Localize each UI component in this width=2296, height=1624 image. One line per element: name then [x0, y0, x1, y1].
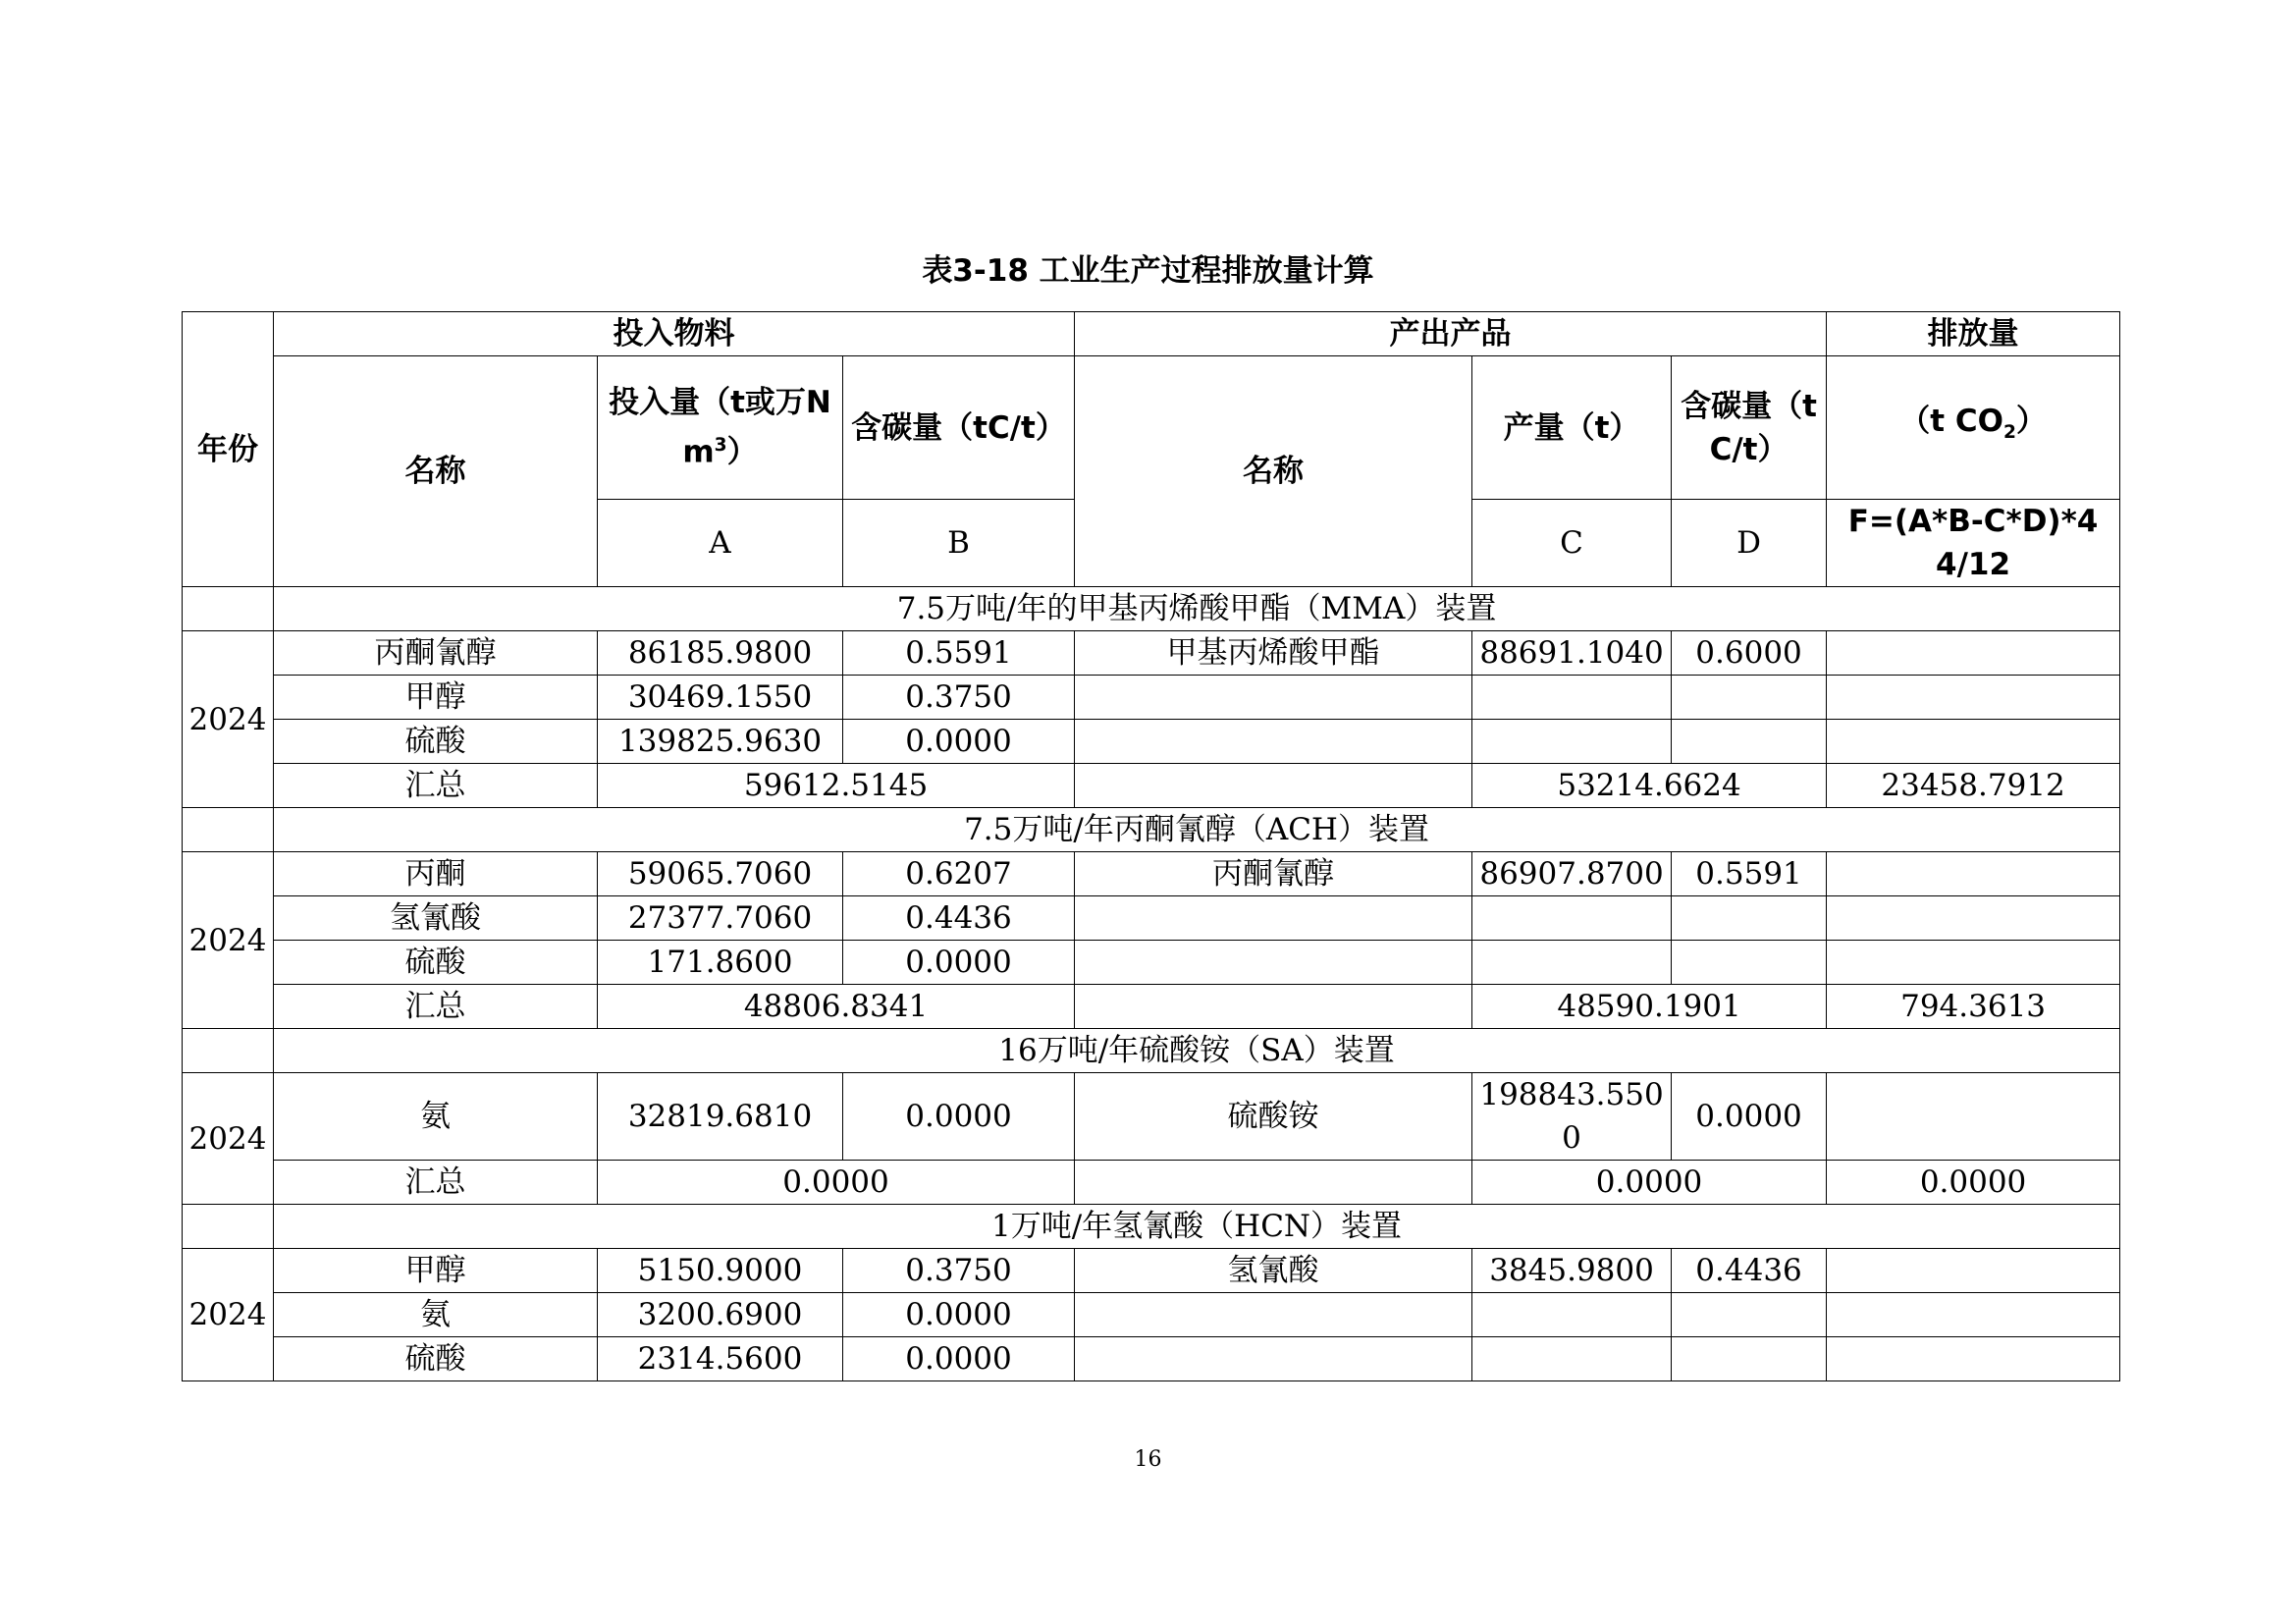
- header-col-d: D: [1672, 500, 1827, 587]
- input-carbon: 0.3750: [843, 1249, 1075, 1293]
- table-row: [183, 720, 2120, 764]
- year-cell: 2024: [183, 852, 274, 1029]
- header-input-group: 投入物料: [274, 312, 1075, 356]
- output-amount: [1472, 1293, 1672, 1337]
- output-carbon: [1672, 676, 1827, 720]
- output-carbon: [1672, 941, 1827, 985]
- total-row: [183, 764, 2120, 808]
- input-name: 硫酸: [274, 720, 598, 764]
- header-input-carbon: 含碳量（tC/t）: [843, 356, 1075, 500]
- output-name: 甲基丙烯酸甲酯: [1075, 631, 1472, 676]
- total-output: 0.0000: [1472, 1161, 1827, 1205]
- input-amount: 27377.7060: [598, 896, 843, 941]
- total-emission: 794.3613: [1827, 985, 2120, 1029]
- table-row: [183, 896, 2120, 941]
- total-input: 0.0000: [598, 1161, 1075, 1205]
- output-amount: 88691.1040: [1472, 631, 1672, 676]
- total-label: 汇总: [274, 764, 598, 808]
- input-carbon: 0.5591: [843, 631, 1075, 676]
- output-name: 氢氰酸: [1075, 1249, 1472, 1293]
- output-amount: 198843.5500: [1472, 1073, 1672, 1161]
- output-amount: [1472, 896, 1672, 941]
- output-name: [1075, 1337, 1472, 1381]
- header-formula: F=(A*B-C*D)*44/12: [1827, 500, 2120, 587]
- emission-value: [1827, 1337, 2120, 1381]
- section-year-blank: [183, 1205, 274, 1249]
- output-amount: [1472, 676, 1672, 720]
- input-name: 甲醇: [274, 1249, 598, 1293]
- output-carbon: [1672, 896, 1827, 941]
- total-label: 汇总: [274, 1161, 598, 1205]
- input-carbon: 0.0000: [843, 1337, 1075, 1381]
- input-amount: 171.8600: [598, 941, 843, 985]
- section-title: 7.5万吨/年的甲基丙烯酸甲酯（MMA）装置: [274, 587, 2120, 631]
- header-output-carbon: 含碳量（tC/t）: [1672, 356, 1827, 500]
- output-name: [1075, 1293, 1472, 1337]
- table-row: [183, 1293, 2120, 1337]
- input-carbon: 0.3750: [843, 676, 1075, 720]
- output-amount: [1472, 720, 1672, 764]
- total-input: 48806.8341: [598, 985, 1075, 1029]
- output-name: 丙酮氰醇: [1075, 852, 1472, 896]
- input-amount: 2314.5600: [598, 1337, 843, 1381]
- table-row: [183, 631, 2120, 676]
- emission-value: [1827, 1293, 2120, 1337]
- total-output-name: [1075, 764, 1472, 808]
- total-row: [183, 985, 2120, 1029]
- table-row: [183, 1249, 2120, 1293]
- input-name: 丙酮: [274, 852, 598, 896]
- input-carbon: 0.0000: [843, 1073, 1075, 1161]
- input-amount: 32819.6810: [598, 1073, 843, 1161]
- output-amount: [1472, 1337, 1672, 1381]
- section-title: 16万吨/年硫酸铵（SA）装置: [274, 1029, 2120, 1073]
- emission-value: [1827, 1249, 2120, 1293]
- total-input: 59612.5145: [598, 764, 1075, 808]
- output-amount: 3845.9800: [1472, 1249, 1672, 1293]
- output-amount: [1472, 941, 1672, 985]
- input-name: 硫酸: [274, 941, 598, 985]
- header-emission-unit: （t $CO_2$）: [1827, 356, 2120, 500]
- table-title: 表3-18 工业生产过程排放量计算: [922, 253, 1374, 289]
- input-name: 氨: [274, 1073, 598, 1161]
- output-name: 硫酸铵: [1075, 1073, 1472, 1161]
- total-emission: 23458.7912: [1827, 764, 2120, 808]
- header-output-group: 产出产品: [1075, 312, 1827, 356]
- input-name: 硫酸: [274, 1337, 598, 1381]
- output-carbon: [1672, 1337, 1827, 1381]
- total-output: 53214.6624: [1472, 764, 1827, 808]
- section-title: 7.5万吨/年丙酮氰醇（ACH）装置: [274, 808, 2120, 852]
- input-carbon: 0.0000: [843, 1293, 1075, 1337]
- total-output-name: [1075, 1161, 1472, 1205]
- output-name: [1075, 720, 1472, 764]
- input-name: 氨: [274, 1293, 598, 1337]
- input-carbon: 0.6207: [843, 852, 1075, 896]
- section-title: 1万吨/年氢氰酸（HCN）装置: [274, 1205, 2120, 1249]
- input-amount: 30469.1550: [598, 676, 843, 720]
- emission-value: [1827, 1073, 2120, 1161]
- output-carbon: 0.5591: [1672, 852, 1827, 896]
- emission-value: [1827, 941, 2120, 985]
- output-name: [1075, 896, 1472, 941]
- input-amount: 59065.7060: [598, 852, 843, 896]
- input-amount: 139825.9630: [598, 720, 843, 764]
- output-carbon: [1672, 1293, 1827, 1337]
- year-cell: 2024: [183, 631, 274, 808]
- section-year-blank: [183, 808, 274, 852]
- total-output-name: [1075, 985, 1472, 1029]
- header-col-b: B: [843, 500, 1075, 587]
- input-carbon: 0.0000: [843, 720, 1075, 764]
- section-year-blank: [183, 587, 274, 631]
- input-amount: 5150.9000: [598, 1249, 843, 1293]
- section-title-row: [183, 808, 2120, 852]
- header-col-c: C: [1472, 500, 1672, 587]
- output-carbon: 0.6000: [1672, 631, 1827, 676]
- page-number: 16: [1134, 1447, 1162, 1472]
- emission-value: [1827, 852, 2120, 896]
- input-name: 氢氰酸: [274, 896, 598, 941]
- output-carbon: [1672, 720, 1827, 764]
- total-emission: 0.0000: [1827, 1161, 2120, 1205]
- section-title-row: [183, 1029, 2120, 1073]
- table-row: [183, 676, 2120, 720]
- header-col-a: A: [598, 500, 843, 587]
- header-year: 年份: [183, 312, 274, 587]
- input-amount: 86185.9800: [598, 631, 843, 676]
- input-name: 丙酮氰醇: [274, 631, 598, 676]
- total-label: 汇总: [274, 985, 598, 1029]
- section-title-row: [183, 1205, 2120, 1249]
- header-output-amount: 产量（t）: [1472, 356, 1672, 500]
- header-input-name: 名称: [274, 356, 598, 587]
- output-carbon: 0.0000: [1672, 1073, 1827, 1161]
- table-row: [183, 941, 2120, 985]
- table-row: [183, 1073, 2120, 1161]
- total-row: [183, 1161, 2120, 1205]
- output-name: [1075, 941, 1472, 985]
- input-carbon: 0.4436: [843, 896, 1075, 941]
- emission-value: [1827, 896, 2120, 941]
- year-cell: 2024: [183, 1249, 274, 1381]
- emission-value: [1827, 631, 2120, 676]
- year-cell: 2024: [183, 1073, 274, 1205]
- output-name: [1075, 676, 1472, 720]
- output-carbon: 0.4436: [1672, 1249, 1827, 1293]
- header-input-amount: 投入量（t或万Nm$^3$）: [598, 356, 843, 500]
- input-carbon: 0.0000: [843, 941, 1075, 985]
- emission-value: [1827, 676, 2120, 720]
- table-row: [183, 1337, 2120, 1381]
- input-name: 甲醇: [274, 676, 598, 720]
- emission-value: [1827, 720, 2120, 764]
- output-amount: 86907.8700: [1472, 852, 1672, 896]
- input-amount: 3200.6900: [598, 1293, 843, 1337]
- emission-table: [182, 311, 2120, 1381]
- section-year-blank: [183, 1029, 274, 1073]
- header-output-name: 名称: [1075, 356, 1472, 587]
- table-row: [183, 852, 2120, 896]
- total-output: 48590.1901: [1472, 985, 1827, 1029]
- section-title-row: [183, 587, 2120, 631]
- header-emission-group: 排放量: [1827, 312, 2120, 356]
